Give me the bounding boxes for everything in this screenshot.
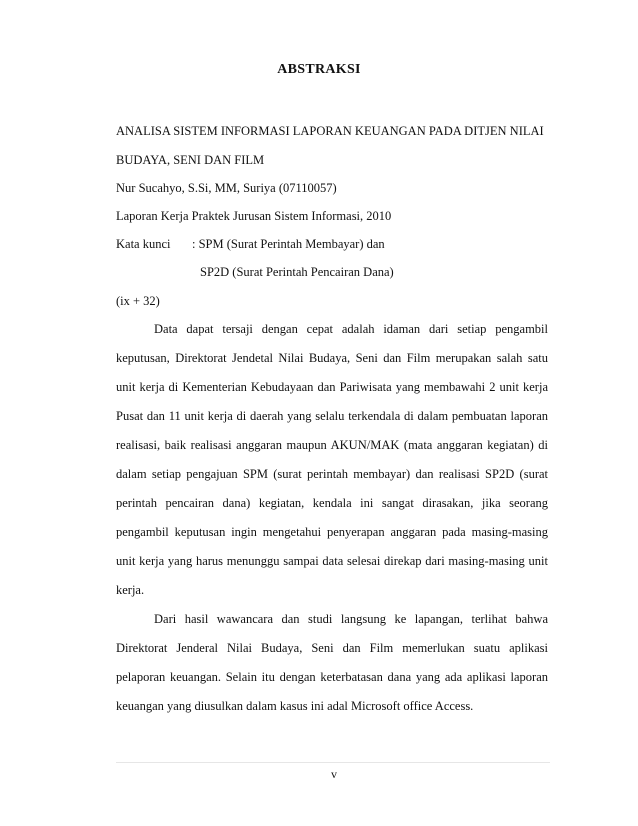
- paragraph-2-line: Dari hasil wawancara dan studi langsung ke lapangan, terlihat bahwa: [154, 612, 548, 626]
- authors-line: Nur Sucahyo, S.Si, MM, Suriya (07110057): [116, 181, 337, 195]
- paragraph-1-last-line: kerja.: [116, 583, 145, 597]
- paragraph-1-line: perintah pencairan dana) kegiatan, kendala ini sangat dirasakan, jika seorang: [116, 496, 548, 510]
- topic-line-1: ANALISA SISTEM INFORMASI LAPORAN KEUANGAN PADA DITJEN NILAI: [116, 124, 544, 138]
- keywords-label: Kata kunci: [116, 237, 171, 251]
- paragraph-1-line: Pusat dan 11 unit kerja di daerah yang selalu terkendala di dalam pembuatan laporan: [116, 409, 548, 423]
- keywords-line-2: SP2D (Surat Perintah Pencairan Dana): [200, 265, 394, 279]
- footer-divider: [116, 762, 550, 763]
- paragraph-2-line: pelaporan keuangan. Selain itu dengan keterbatasan dana yang ada aplikasi laporan: [116, 670, 548, 684]
- paragraph-1-line: unit kerja yang harus menunggu sampai data selesai direkap dari masing-masing unit: [116, 554, 548, 568]
- paragraph-2-last-line: keuangan yang diusulkan dalam kasus ini adal Microsoft office Access.: [116, 699, 474, 713]
- paragraph-1-line: realisasi, baik realisasi anggaran maupun AKUN/MAK (mata anggaran kegiatan) di: [116, 438, 548, 452]
- paragraph-1-line: unit kerja di Kementerian Kebudayaan dan Pariwisata yang membawahi 2 unit kerja: [116, 380, 548, 394]
- paragraph-2-line: Direktorat Jenderal Nilai Budaya, Seni dan Film memerlukan suatu aplikasi: [116, 641, 548, 655]
- paragraph-1-line: keputusan, Direktorat Jendetal Nilai Budaya, Seni dan Film merupakan salah satu: [116, 351, 548, 365]
- topic-line-2: BUDAYA, SENI DAN FILM: [116, 153, 265, 167]
- paragraph-1-line: pengambil keputusan ingin mengetahui penyerapan anggaran pada masing-masing: [116, 525, 548, 539]
- paragraph-1-line: Data dapat tersaji dengan cepat adalah idaman dari setiap pengambil: [154, 322, 548, 336]
- page-count: (ix + 32): [116, 294, 160, 308]
- paragraph-1-line: dalam setiap pengajuan SPM (surat perintah membayar) dan realisasi SP2D (surat: [116, 467, 548, 481]
- keywords-line-1: [116, 237, 385, 252]
- report-line: Laporan Kerja Praktek Jurusan Sistem Informasi, 2010: [116, 209, 392, 223]
- page-number: v: [331, 767, 337, 781]
- keywords-value-1: : SPM (Surat Perintah Membayar) dan: [192, 237, 385, 251]
- page-title: ABSTRAKSI: [277, 62, 361, 77]
